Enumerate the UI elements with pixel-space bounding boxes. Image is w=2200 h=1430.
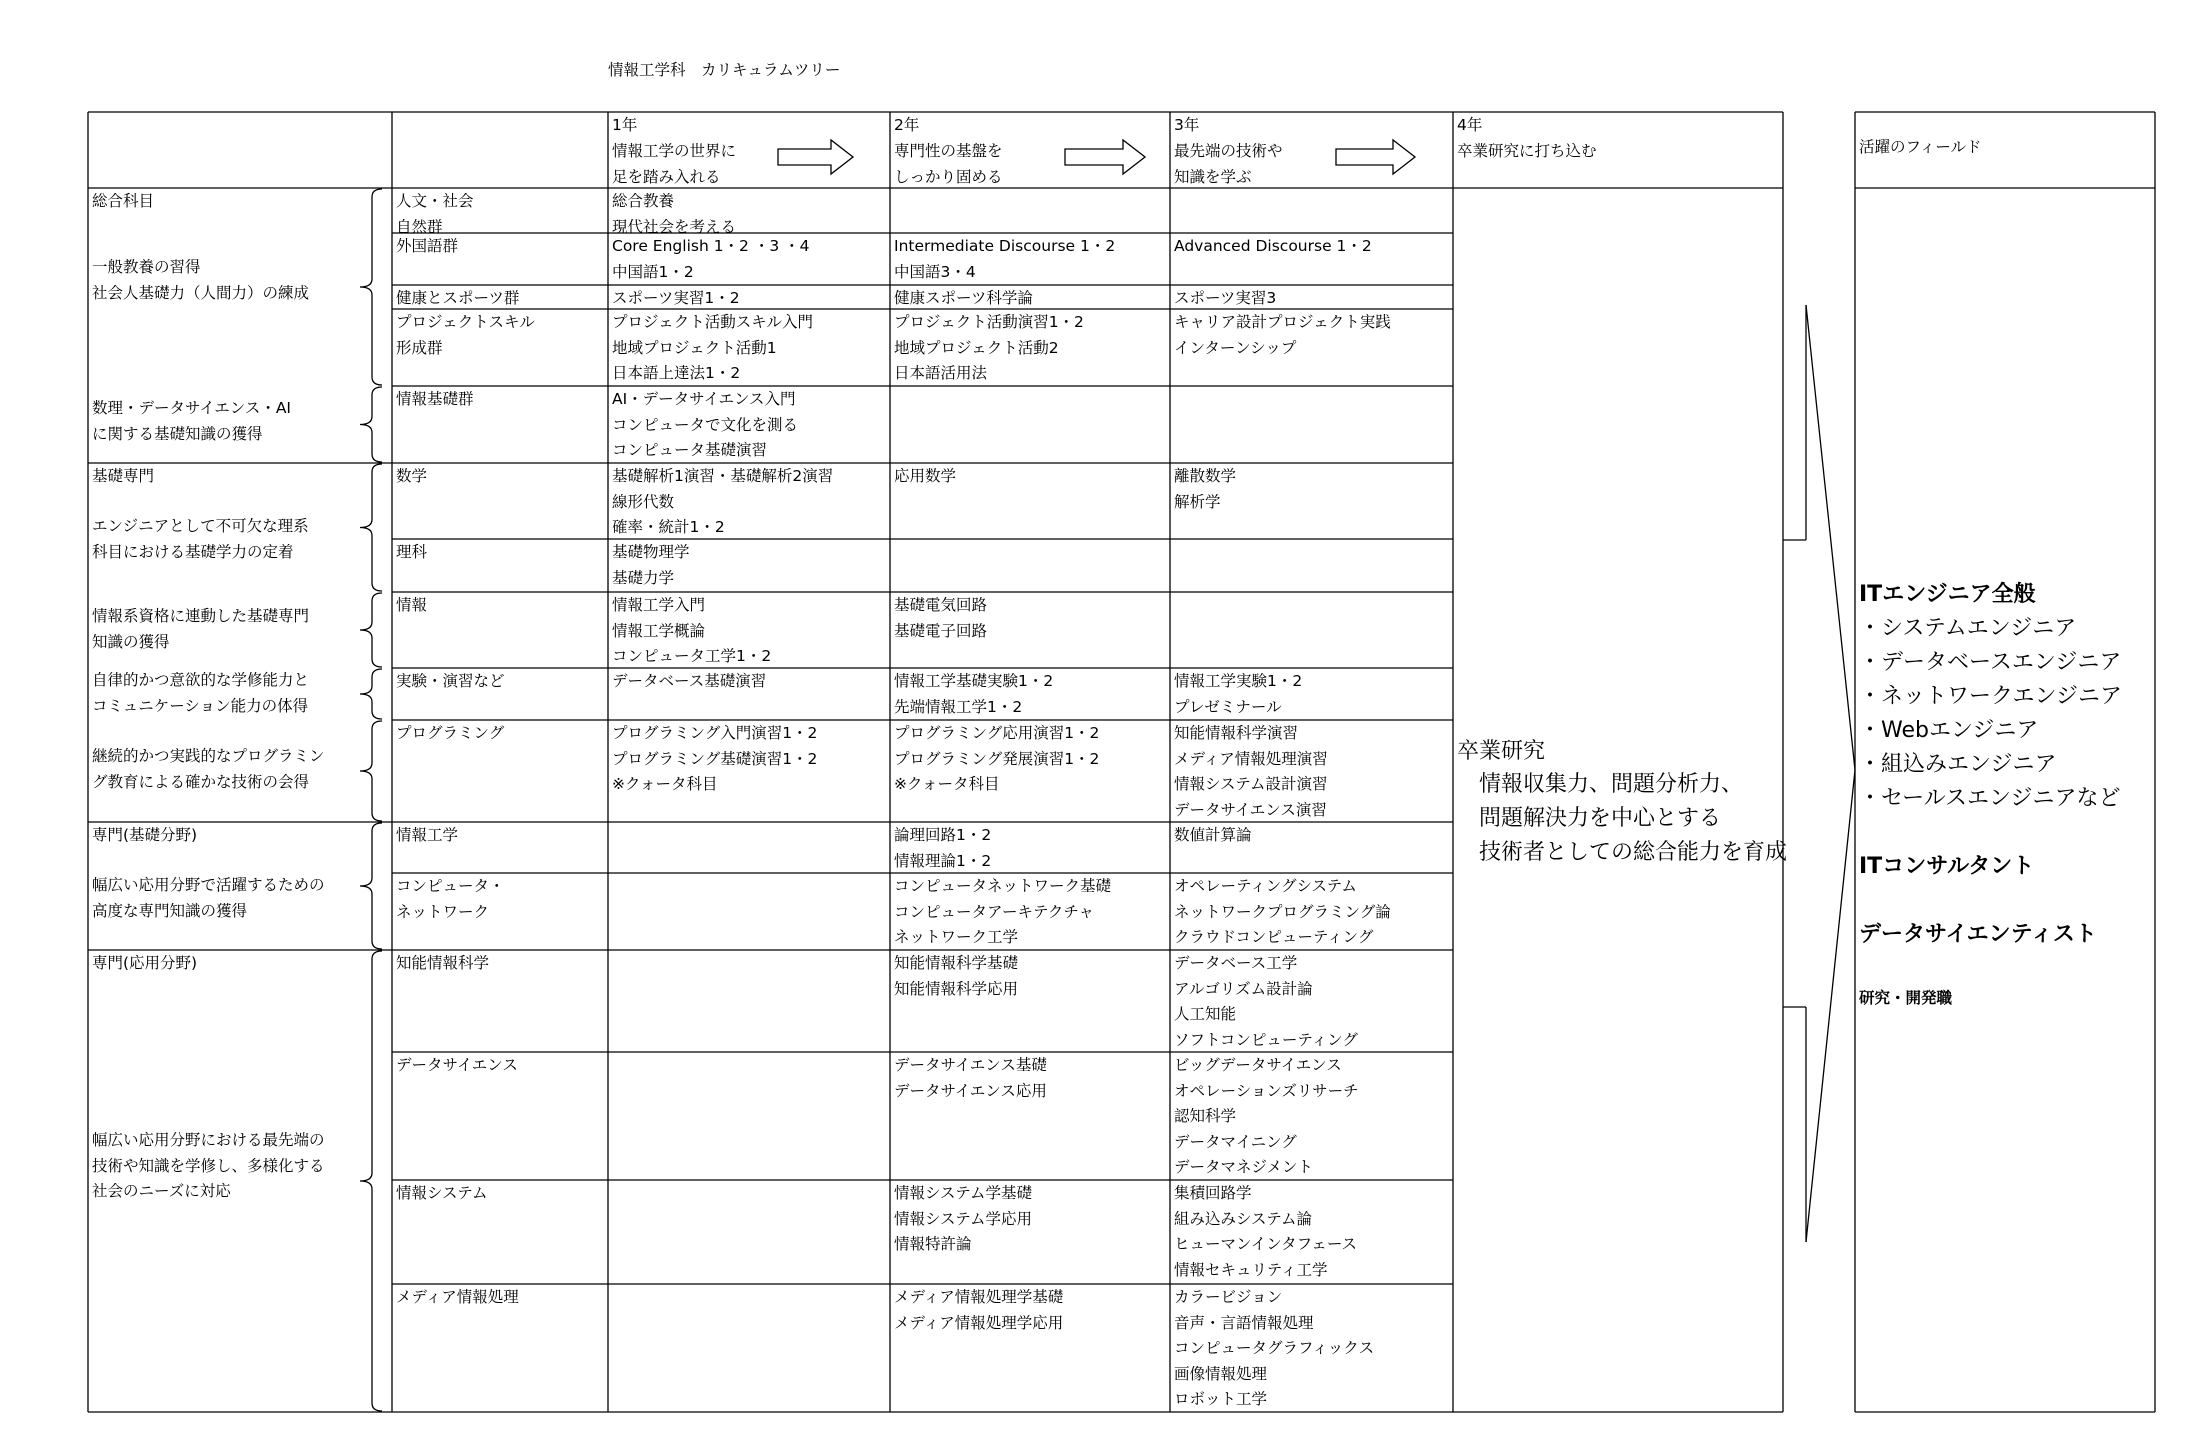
year1-courses xyxy=(612,721,886,802)
field-it-engineer-items-line: ・組込みエンジニア xyxy=(1859,752,2057,777)
year2-courses-line: 情報システム学応用 xyxy=(894,1209,1032,1228)
year3-courses-line: ロボット工学 xyxy=(1174,1390,1268,1408)
graduation-research-desc-line: 問題解決力を中心とする xyxy=(1479,806,1722,831)
year3-courses-line: 集積回路学 xyxy=(1174,1184,1252,1202)
year1-courses xyxy=(612,387,886,468)
category-cell xyxy=(396,874,604,929)
field-it-engineer-items-line: ・Webエンジニア xyxy=(1859,718,2039,743)
year1-courses xyxy=(612,593,886,674)
year3-courses xyxy=(1174,189,1449,193)
year1-courses-line: データベース基礎演習 xyxy=(612,672,767,690)
year2-courses-line: ※クォータ科目 xyxy=(894,775,1000,793)
year1-courses-line: 地域プロジェクト活動1 xyxy=(612,338,777,357)
category-cell xyxy=(396,387,604,417)
year3-courses-line: データベース工学 xyxy=(1174,954,1298,972)
year1-courses-line: 情報工学概論 xyxy=(612,621,706,640)
year2-courses-line: メディア情報処理学応用 xyxy=(894,1313,1064,1332)
category-cell xyxy=(396,1181,604,1211)
category-cell-line: 実験・演習など xyxy=(396,672,505,690)
year3-courses-line: プレゼミナール xyxy=(1174,697,1282,716)
goal-g5-line: 自律的かつ意欲的な学修能力と xyxy=(92,671,310,689)
category-cell xyxy=(396,1053,604,1083)
category-cell xyxy=(396,669,604,699)
year2-courses xyxy=(894,669,1166,724)
category-cell-line: 情報 xyxy=(396,596,428,614)
goal-g6 xyxy=(92,744,388,799)
field-title: 活躍のフィールド xyxy=(1859,138,1982,156)
graduation-research-title: 卒業研究 xyxy=(1457,739,1546,764)
year-3-tagline xyxy=(1174,139,1444,194)
year2-courses-line: Intermediate Discourse 1・2 xyxy=(894,237,1116,255)
year2-courses xyxy=(894,823,1166,878)
category-cell-line: プログラミング xyxy=(396,724,505,742)
year3-courses xyxy=(1174,310,1449,365)
goal-g8-line: 社会のニーズに対応 xyxy=(92,1182,231,1200)
category-cell-line: データサイエンス xyxy=(396,1056,518,1074)
year2-courses xyxy=(894,464,1166,494)
year3-courses xyxy=(1174,823,1449,853)
year2-courses xyxy=(894,874,1166,955)
category-cell-line: 健康とスポーツ群 xyxy=(396,289,520,307)
goal-g3-line: エンジニアとして不可欠な理系 xyxy=(92,517,309,535)
year-4-tagline-line: 卒業研究に打ち込む xyxy=(1457,142,1597,160)
goal-g1-line: 一般教養の習得 xyxy=(92,258,201,276)
goal-g4-line: 知識の獲得 xyxy=(92,632,170,651)
year3-courses xyxy=(1174,387,1449,391)
year3-courses-line: オペレーティングシステム xyxy=(1174,877,1357,895)
year2-courses-line: メディア情報処理学基礎 xyxy=(894,1288,1064,1306)
year3-courses-line: ソフトコンピューティング xyxy=(1174,1030,1358,1049)
year1-courses-line: 日本語上達法1・2 xyxy=(612,364,741,382)
year3-courses xyxy=(1174,540,1449,544)
category-cell-line: 情報基礎群 xyxy=(396,390,474,408)
year3-courses-line: コンピュータグラフィックス xyxy=(1174,1339,1375,1357)
category-cell-line: ネットワーク xyxy=(396,902,490,921)
graduation-research-desc-line: 情報収集力、問題分析力、 xyxy=(1479,772,1744,797)
year2-courses xyxy=(894,1181,1166,1262)
goal-g4 xyxy=(92,604,388,659)
year1-courses xyxy=(612,1053,886,1057)
year2-courses-line: 応用数学 xyxy=(894,467,957,485)
year1-courses xyxy=(612,951,886,955)
year2-courses-line: 日本語活用法 xyxy=(894,364,988,382)
year3-courses-line: ネットワークプログラミング論 xyxy=(1174,902,1391,921)
year3-courses xyxy=(1174,874,1449,955)
year1-courses xyxy=(612,464,886,545)
year1-courses-line: 現代社会を考える xyxy=(612,217,737,236)
year2-courses-line: 基礎電気回路 xyxy=(894,596,988,614)
year1-courses-line: AI・データサイエンス入門 xyxy=(612,390,796,408)
category-cell xyxy=(396,310,604,365)
year2-courses xyxy=(894,1285,1166,1340)
year2-courses xyxy=(894,951,1166,1006)
category-cell-line: 形成群 xyxy=(396,338,443,357)
year2-courses-line: 情報システム学基礎 xyxy=(894,1184,1032,1202)
category-cell-line: 情報工学 xyxy=(396,826,459,844)
year3-courses-line: 音声・言語情報処理 xyxy=(1174,1313,1314,1332)
year-3-label: 3年 xyxy=(1174,116,1200,134)
year3-courses-line: 認知科学 xyxy=(1174,1107,1237,1125)
year3-courses-line: データマネジメント xyxy=(1174,1158,1314,1176)
goal-g2 xyxy=(92,396,388,451)
field-it-engineer-items xyxy=(1859,612,2159,820)
goal-g3 xyxy=(92,514,388,569)
year1-courses-line: 基礎力学 xyxy=(612,568,675,587)
field-group-research: 研究・開発職 xyxy=(1859,989,1953,1007)
year2-courses xyxy=(894,540,1166,544)
year2-courses-line: データサイエンス基礎 xyxy=(894,1056,1047,1074)
year1-courses xyxy=(612,1285,886,1289)
year3-courses-line: 情報システム設計演習 xyxy=(1174,775,1328,793)
year3-courses-line: データサイエンス演習 xyxy=(1174,800,1327,819)
year2-courses-line: 健康スポーツ科学論 xyxy=(894,289,1033,307)
year2-courses-line: 情報理論1・2 xyxy=(894,851,992,870)
goal-g6-line: 継続的かつ実践的なプログラミン xyxy=(92,747,325,765)
category-cell-line: メディア情報処理 xyxy=(396,1288,519,1306)
category-cell-line: プロジェクトスキル xyxy=(396,313,535,331)
year3-courses xyxy=(1174,1285,1449,1417)
goal-g8-line: 幅広い応用分野における最先端の xyxy=(92,1131,325,1149)
category-cell-line: 外国語群 xyxy=(396,237,459,255)
year3-courses xyxy=(1174,721,1449,827)
category-cell-line: 情報システム xyxy=(396,1184,488,1202)
year-3-tagline-line: 知識を学ぶ xyxy=(1174,167,1252,186)
year2-courses-line: コンピュータネットワーク基礎 xyxy=(894,877,1112,895)
category-cell xyxy=(396,540,604,570)
field-group-it-consultant: ITコンサルタント xyxy=(1859,854,2035,879)
category-cell-line: 理科 xyxy=(396,543,428,561)
year-1-tagline xyxy=(612,139,882,194)
year3-courses-line: 組み込みシステム論 xyxy=(1174,1209,1312,1228)
year1-courses-line: コンピュータで文化を測る xyxy=(612,415,799,434)
year1-courses-line: コンピュータ基礎演習 xyxy=(612,441,768,459)
year3-courses-line: 数値計算論 xyxy=(1174,826,1252,844)
year1-courses-line: スポーツ実習1・2 xyxy=(612,289,740,307)
year-2-tagline xyxy=(894,139,1164,194)
year2-courses-line: 知能情報科学応用 xyxy=(894,979,1019,998)
year1-courses-line: プログラミング基礎演習1・2 xyxy=(612,749,818,768)
year1-courses-line: プログラミング入門演習1・2 xyxy=(612,724,818,742)
category-cell-line: コンピュータ・ xyxy=(396,877,505,895)
category-cell xyxy=(396,234,604,264)
year1-courses xyxy=(612,540,886,595)
category-cell-line: 知能情報科学 xyxy=(396,954,490,972)
connector-upper-diagonal xyxy=(1806,305,1855,770)
year2-courses xyxy=(894,1053,1166,1108)
section-title-spec_basic: 専門(基礎分野) xyxy=(92,826,198,844)
year-2-tagline-line: しっかり固める xyxy=(894,167,1003,186)
year1-courses xyxy=(612,1181,886,1185)
year2-courses xyxy=(894,387,1166,391)
section-title-spec_applied: 専門(応用分野) xyxy=(92,954,198,972)
goal-g1-line: 社会人基礎力（人間力）の練成 xyxy=(92,283,310,302)
year3-courses-line: 人工知能 xyxy=(1174,1005,1237,1023)
category-cell-line: 人文・社会 xyxy=(396,192,474,210)
goal-g2-line: 数理・データサイエンス・AI xyxy=(92,399,292,417)
category-cell xyxy=(396,593,604,623)
year3-courses-line: メディア情報処理演習 xyxy=(1174,749,1328,768)
category-cell xyxy=(396,1285,604,1315)
goal-g8-line: 技術や知識を学修し、多様化する xyxy=(92,1156,325,1175)
category-cell xyxy=(396,721,604,751)
year2-courses xyxy=(894,310,1166,391)
year2-courses-line: プログラミング応用演習1・2 xyxy=(894,724,1100,742)
category-cell-line: 数学 xyxy=(396,467,428,485)
year3-courses-line: 知能情報科学演習 xyxy=(1174,724,1299,742)
year2-courses-line: ネットワーク工学 xyxy=(894,928,1019,946)
year2-courses-line: 論理回路1・2 xyxy=(894,826,992,844)
goal-g5-line: コミュニケーション能力の体得 xyxy=(92,696,309,715)
goal-g7 xyxy=(92,873,388,928)
year3-courses xyxy=(1174,464,1449,519)
category-cell xyxy=(396,951,604,981)
year3-courses-line: 情報工学実験1・2 xyxy=(1174,672,1303,690)
field-it-engineer-items-line: ・セールスエンジニアなど xyxy=(1859,786,2121,811)
year3-courses xyxy=(1174,951,1449,1057)
year-4-tagline xyxy=(1457,139,1727,169)
category-cell xyxy=(396,464,604,494)
section-title-basic: 基礎専門 xyxy=(92,467,155,485)
year1-courses xyxy=(612,874,886,878)
year2-courses-line: プログラミング発展演習1・2 xyxy=(894,749,1100,768)
year-2-label: 2年 xyxy=(894,116,920,134)
year1-courses xyxy=(612,310,886,391)
year1-courses xyxy=(612,234,886,289)
year1-courses-line: 情報工学入門 xyxy=(612,596,706,614)
section-title-general: 総合科目 xyxy=(92,192,155,210)
year2-courses xyxy=(894,234,1166,289)
year3-courses-line: 離散数学 xyxy=(1174,467,1237,485)
year2-courses-line: コンピュータアーキテクチャ xyxy=(894,902,1094,921)
field-group-data-scientist: データサイエンティスト xyxy=(1859,922,2097,947)
year2-courses-line: 地域プロジェクト活動2 xyxy=(894,338,1059,357)
connector-lower-diagonal xyxy=(1806,770,1855,1242)
year1-courses-line: 基礎解析1演習・基礎解析2演習 xyxy=(612,467,834,485)
year3-courses-line: オペレーションズリサーチ xyxy=(1174,1081,1359,1100)
year3-courses-line: スポーツ実習3 xyxy=(1174,289,1277,307)
year3-courses xyxy=(1174,234,1449,264)
year2-courses-line: 知能情報科学基礎 xyxy=(894,954,1019,972)
year3-courses-line: 解析学 xyxy=(1174,492,1221,511)
year3-courses-line: キャリア設計プロジェクト実践 xyxy=(1174,313,1391,331)
year2-courses-line: 中国語3・4 xyxy=(894,262,976,281)
year3-courses-line: アルゴリズム設計論 xyxy=(1174,979,1313,998)
year3-courses xyxy=(1174,669,1449,724)
year2-courses xyxy=(894,721,1166,802)
year2-courses-line: 基礎電子回路 xyxy=(894,621,988,640)
year3-courses-line: ヒューマンインタフェース xyxy=(1174,1235,1358,1253)
year1-courses-line: プロジェクト活動スキル入門 xyxy=(612,313,814,331)
year3-courses-line: インターンシップ xyxy=(1174,338,1297,357)
year-1-tagline-line: 情報工学の世界に xyxy=(612,142,737,160)
goal-g3-line: 科目における基礎学力の定着 xyxy=(92,542,294,561)
goal-g1 xyxy=(92,255,388,310)
year1-courses-line: 確率・統計1・2 xyxy=(612,518,725,536)
year2-courses-line: データサイエンス応用 xyxy=(894,1081,1047,1100)
field-it-engineer-items-line: ・システムエンジニア xyxy=(1859,616,2077,641)
year1-courses-line: ※クォータ科目 xyxy=(612,775,718,793)
year-4-label: 4年 xyxy=(1457,116,1483,134)
goal-g5 xyxy=(92,668,388,723)
year-3-tagline-line: 最先端の技術や xyxy=(1174,142,1283,160)
year2-courses-line: プロジェクト活動演習1・2 xyxy=(894,313,1084,331)
year2-courses xyxy=(894,593,1166,648)
field-it-engineer-items-line: ・ネットワークエンジニア xyxy=(1859,684,2123,709)
year3-courses-line: Advanced Discourse 1・2 xyxy=(1174,237,1372,255)
year3-courses-line: 画像情報処理 xyxy=(1174,1364,1268,1383)
year-1-tagline-line: 足を踏み入れる xyxy=(612,167,721,186)
year-1-label: 1年 xyxy=(612,116,638,134)
year1-courses-line: 中国語1・2 xyxy=(612,262,694,281)
goal-g6-line: グ教育による確かな技術の会得 xyxy=(92,772,310,791)
field-group-it-engineer: ITエンジニア全般 xyxy=(1859,582,2036,607)
year1-courses xyxy=(612,669,886,699)
year1-courses-line: 線形代数 xyxy=(612,492,675,511)
field-it-engineer-items-line: ・データベースエンジニア xyxy=(1859,650,2122,675)
year3-courses-line: データマイニング xyxy=(1174,1132,1297,1151)
year3-courses xyxy=(1174,1053,1449,1185)
year3-courses xyxy=(1174,1181,1449,1287)
year3-courses xyxy=(1174,593,1449,597)
year1-courses-line: 総合教養 xyxy=(612,192,675,210)
goal-g2-line: に関する基礎知識の獲得 xyxy=(92,424,263,443)
goal-g7-line: 幅広い応用分野で活躍するための xyxy=(92,876,325,894)
goal-g8 xyxy=(92,1128,388,1209)
year1-courses xyxy=(612,823,886,827)
year3-courses-line: ビッグデータサイエンス xyxy=(1174,1056,1342,1074)
year2-courses xyxy=(894,189,1166,193)
category-cell xyxy=(396,823,604,853)
goal-g7-line: 高度な専門知識の獲得 xyxy=(92,901,248,920)
year3-courses-line: クラウドコンピューティング xyxy=(1174,928,1374,946)
graduation-research-desc xyxy=(1479,768,1799,874)
year2-courses-line: 情報特許論 xyxy=(894,1235,972,1253)
category-cell-line: 自然群 xyxy=(396,217,443,236)
page-title: 情報工学科 カリキュラムツリー xyxy=(608,61,841,79)
year1-courses-line: コンピュータ工学1・2 xyxy=(612,647,772,665)
year-2-tagline-line: 専門性の基盤を xyxy=(894,142,1003,160)
year2-courses-line: 情報工学基礎実験1・2 xyxy=(894,672,1054,690)
year2-courses-line: 先端情報工学1・2 xyxy=(894,697,1023,716)
year3-courses-line: 情報セキュリティ工学 xyxy=(1174,1260,1328,1279)
graduation-research-desc-line: 技術者としての総合能力を育成 xyxy=(1479,840,1788,865)
goal-g4-line: 情報系資格に連動した基礎専門 xyxy=(92,607,310,625)
year1-courses-line: 基礎物理学 xyxy=(612,543,690,561)
year1-courses-line: Core English 1・2 ・3 ・4 xyxy=(612,237,810,255)
year3-courses-line: カラービジョン xyxy=(1174,1288,1283,1306)
